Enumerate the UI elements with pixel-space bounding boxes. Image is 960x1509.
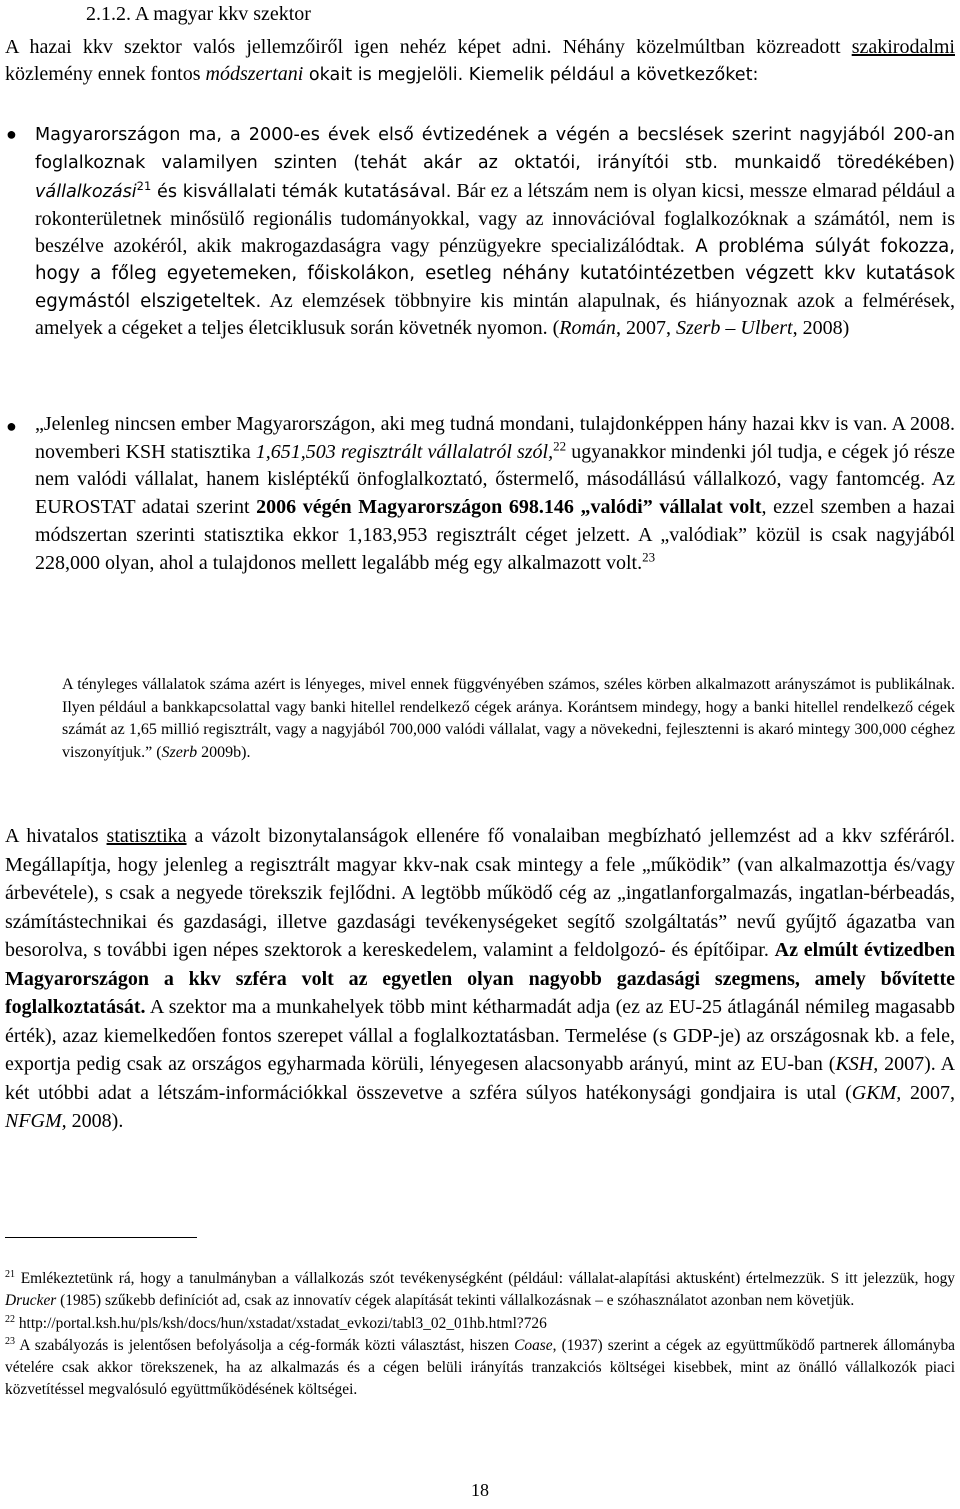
body-paragraph [5,822,955,1136]
bullet-text-run: , 2008) [792,317,850,340]
citation-name: KSH, [835,1053,879,1075]
footnote-number: 23 [5,1335,15,1347]
paragraph-text: 2008). [66,1110,124,1132]
bullet-text-run: Magyarországon ma, a 2000-es évek első évtizedének a végén a becslések szerint nagyjából 200-an foglalkoznak valamilyen szinten (tehát akár az oktatói, irányítói stb. munkaidő töredékében) [35,125,955,174]
footnote-text: Emlékeztetünk rá, hogy a tanulmányban a vállalkozás szót tevékenységként (például: vállalat-alapítási aktusként) értelmezzük. S itt jelezzük, hogy [15,1270,955,1287]
footnote-url[interactable]: http://portal.ksh.hu/pls/ksh/docs/hun/xstadat/xstadat_evkozi/tabl3_02_01hb.html?726 [15,1314,547,1332]
footnote-text: (1985) szűkebb definíciót ad, csak az innovatív cégek alapítását tekinti vállalkozásnak – e szóhasználatot azonban nem követjük. [56,1292,855,1310]
quote-text: 2009b). [197,743,251,761]
citation-name: Szerb [161,743,198,761]
footnote-number: 21 [5,1268,15,1280]
bullet-text-run: , ezzel szemben a hazai módszertan szerinti statisztika ekkor 1,183,953 regisztrált céget jelzett. A „valódiak” közül is csak nagyjából 228,000 olyan, ahol a tulajdonos mellett legalább még egy alkalmazott volt. [35,496,955,574]
bullet-text-run: , 2007, [615,317,676,340]
bullet-text [35,411,955,577]
footnote-separator [5,1237,197,1238]
bullet-text-run: Bár ez a létszám nem is olyan kicsi, messze elmarad például a rokonterületnek minősülő regionális tudományokkal, vagy az innovációval foglalkozóknak a számától, nem is beszélve azokéról, akik makrogazdaságra vagy pénzügyekre specializálódtak. [35,179,955,258]
footnote-ref-23[interactable]: 23 [642,548,656,564]
footnote-number: 22 [5,1313,15,1325]
footnote-23 [5,1335,955,1402]
paragraph-text: a vázolt bizonytalanságok ellenére fő vonalaiban megbízható jellemzést ad a kkv szféráról. Megállapítja, hogy jelenleg a regisztrált magyar kkv-nak csak mintegy a fele „működik” (van alkalmazottja és/vagy árbevétele), s csak a negyede törekszik fejlődni. A legtöbb működő cég az „ingatlanforgalmazás, ingatlan-bérbeadás, számítástechnikai és gazdasági, illetve gazdasági tevékenységeket segítő szolgáltatás” nevű gyűjtő ágazatba van besorolva, s további igen népes szektorok a kereskedelem, valamint a feldolgozó- és építőipar. [5,825,955,961]
intro-text: A hazai kkv szektor valós jellemzőiről igen nehéz képet adni. Néhány közelmúltban közreadott [5,36,852,58]
bullet-text-run: „Jelenleg nincsen ember Magyarországon, aki meg tudná mondani, tulajdonképpen hány hazai kkv is van. A 2008. novemberi KSH statisztika [35,413,955,463]
paragraph-text: A szektor ma a munkahelyek több mint kétharmadát adja (ez az EU-25 átlagánál némileg magasabb érték), azaz kiemelkedően fontos szerepet vállal a foglalkoztatásban. Termelése (s GDP-je) az országosnak kb. a fele, exportja pedig csak az országos egyharmada körüli, lényegesen alacsonyabb arányú, mint az EU-ban ( [5,996,955,1075]
paragraph-bold-text: Az elmúlt évtizedben Magyarországon a kkv szféra volt az egyetlen olyan nagyobb gazdasági szegmens, amely bővítette foglalkoztatását. [5,939,955,1018]
intro-italic-text: módszertani [205,63,304,85]
paragraph-text: A hivatalos [5,825,107,847]
bullet-text-run: – [720,317,741,340]
section-heading: 2.1.2. A magyar kkv szektor [86,3,311,25]
bullet-bold-run: 2006 végén Magyarországon 698.146 „valódi” vállalat volt [256,496,762,519]
bullet-text-run: és kisvállalati témák kutatásával. [151,181,452,202]
citation-name: Coase [514,1336,553,1354]
page-number: 18 [471,1480,489,1500]
footnote-text: , (1937) szerint a cégek az együttműködő partnerek állományba vételére csak akkor törekszenek, ha az alkalmazás és a cégen belüli irányítás tranzakciós költségei kisebbek, mint az önálló vállalkozók piaci közvetítéssel megvalósuló együttműködésének költségei. [5,1336,955,1399]
intro-paragraph [5,34,955,89]
bullet-text-run: ugyanakkor mindenki jól tudja, e cégek jó része nem valódi vállalat, hanem kisléptékű önfoglalkoztató, őstermelő, másodállású vállalkozó, vagy fantomcég. Az EUROSTAT adatai szerint [35,440,955,519]
footnote-ref-21[interactable]: 21 [136,178,152,193]
bullet-dot-icon: ● [6,124,17,144]
footnotes [5,1268,955,1402]
citation-name: Drucker [5,1292,57,1310]
block-quote [62,674,955,764]
bullet-italic-run: 1,651,503 regisztrált vállalatról szól, [255,440,554,463]
citation-name: GKM, [851,1081,902,1104]
quote-text: A tényleges vállalatok száma azért is lényeges, mivel ennek függvényében számos, széles körben alkalmazott arányszámot is publikálnak. Ilyen például a bankkapcsolattal vagy banki hitellel rendelkező cégek aránya. Korántsem mindegy, hogy a banki hitellel rendelkező cégek számát az 1,65 millió regisztrált, vagy a nagyjából 700,000 valódi vállalat, vagy a növekedni, fejlesztenni is akaró mintegy 300,000 céghez viszonyítjuk.” ( [62,676,955,761]
paragraph-text: 2007). A két utóbbi adat a létszám-információkkal összevetve a szféra súlyos hatékonysági gondjaira is utal ( [5,1053,956,1104]
bullet-italic-run: vállalkozási [35,181,137,202]
citation-name: NFGM, [5,1110,67,1132]
footnote-ref-22[interactable]: 22 [553,438,567,454]
citation-name: Román [559,317,616,340]
footnote-22 [5,1313,955,1335]
citation-name: Ulbert [740,317,793,340]
paragraph-text: 2007, [901,1081,955,1104]
szakirodalmi-link[interactable]: szakirodalmi [851,36,955,58]
bullet-text-run: Az elemzések többnyire kis mintán alapulnak, és hiányoznak azok a felmérések, amelyek a cégeket a teljes életciklusuk során követnék nyomon. ( [35,289,955,340]
bullet-text-run: A probléma súlyát fokozza, hogy a főleg egyetemeken, főiskolákon, esetleg néhány kutatóintézetben végzett kkv kutatások egymástól elszigeteltek. [35,236,955,312]
footnote-21 [5,1268,955,1313]
citation-name: Szerb [675,317,721,340]
bullet-dot-icon: ● [6,416,17,436]
intro-text: okait is megjelöli. Kiemelik például a következőket: [303,65,759,85]
bullet-text [35,121,955,342]
intro-text: közlemény ennek fontos [5,63,206,85]
statisztika-link[interactable]: statisztika [106,825,187,847]
footnote-text: A szabályozás is jelentősen befolyásolja a cég-formák közti választást, hiszen [15,1336,515,1354]
